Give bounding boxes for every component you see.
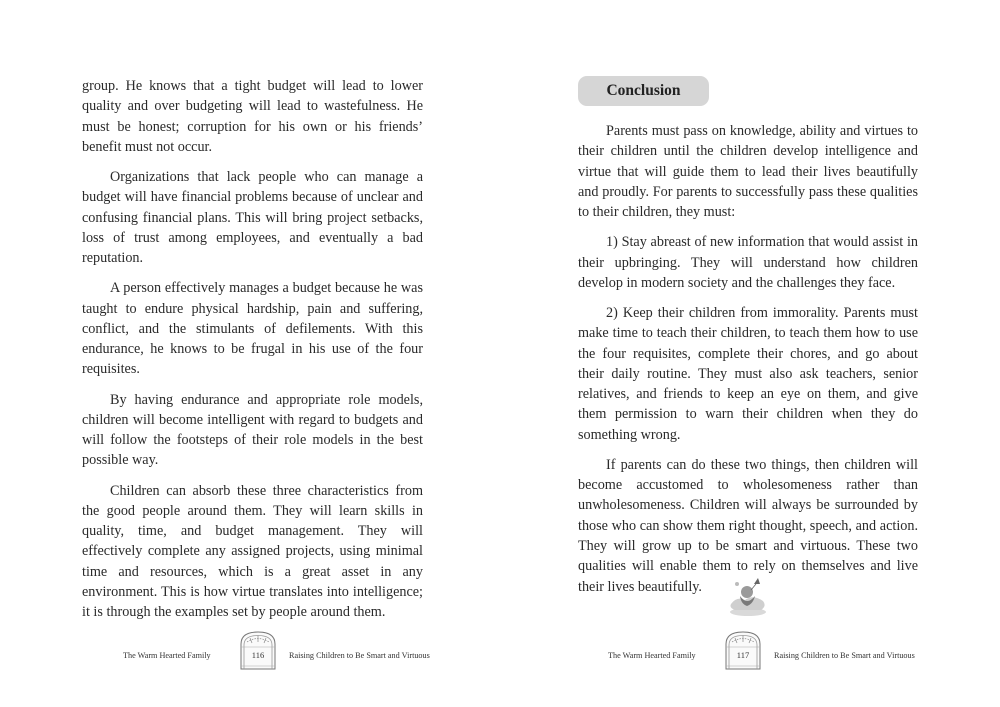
section-heading: Conclusion [578, 76, 709, 106]
right-page [500, 0, 1000, 707]
left-page-body [82, 76, 423, 632]
page-footer [0, 630, 500, 670]
paragraph: 2) Keep their children from immorality. Parents must make time to teach their children, to teach them how to use the four requisites, complete their chores, and go about their daily routine. They must also ask teachers, senior relatives, and friends to keep an eye on them, and give them permission to warn their children when they do something wrong. [578, 304, 918, 443]
paragraph: group. He knows that a tight budget will lead to lower quality and over budgeting will lead to wastefulness. He must be honest; corruption for his own or his friends’ benefit must not occur. [82, 78, 423, 155]
page-number-frame [239, 630, 277, 670]
page-footer [500, 630, 1000, 670]
page-number: 116 [251, 650, 265, 660]
paragraph: By having endurance and appropriate role models, children will become intelligent with regard to budgets and will follow the footsteps of their role models in the best possible way. [82, 391, 423, 469]
footer-chapter-title: Raising Children to Be Smart and Virtuous [289, 651, 430, 660]
paragraph: A person effectively manages a budget because he was taught to endure physical hardship, pain and suffering, conflict, and the stimulants of defilements. With this endurance, he knows to be frugal in his use of the four requisites. [82, 280, 423, 378]
paragraph: If parents can do these two things, then children will become accustomed to wholesomeness rather than unwholesomeness. Children will always be surrounded by those who can show them right thought, speech, and action. They will grow up to be smart and virtuous. These two qualities will enable them to rely on themselves and live their lives beautifully. [578, 456, 918, 595]
footer-book-title: The Warm Hearted Family [608, 651, 696, 660]
page-number: 117 [736, 650, 750, 660]
paragraph: Organizations that lack people who can manage a budget will have financial problems because of unclear and confusing financial plans. This will bring project setbacks, loss of trust among employees, and eventually a bad reputation. [82, 168, 423, 267]
right-page-body [578, 121, 918, 607]
child-illustration-icon [725, 574, 771, 620]
page-number-frame [724, 630, 762, 670]
paragraph: Parents must pass on knowledge, ability and virtues to their children until the children develop intelligence and virtue that will guide them to lead their lives beautifully and proudly. For parents to successfully pass these qualities to their children, they must: [578, 123, 918, 221]
paragraph: 1) Stay abreast of new information that would assist in their upbringing. They will understand how children develop in modern society and the challenges they face. [578, 234, 918, 291]
footer-chapter-title: Raising Children to Be Smart and Virtuous [774, 651, 915, 660]
footer-book-title: The Warm Hearted Family [123, 651, 211, 660]
paragraph: Children can absorb these three characteristics from the good people around them. They will learn skills in quality, time, and budget management. They will effectively complete any assigned projects, using minimal time and resources, which is a great asset in any environment. This is how virtue translates into intelligence; it is through the examples set by people around them. [82, 482, 423, 621]
